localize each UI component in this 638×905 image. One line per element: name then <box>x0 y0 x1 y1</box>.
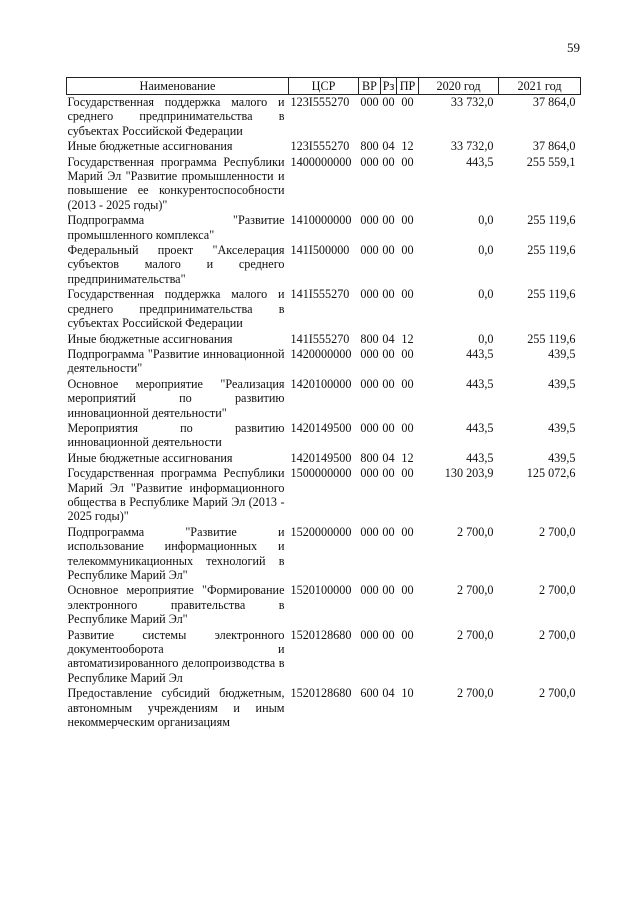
table-row <box>67 466 581 525</box>
cell-pr: 00 <box>401 420 414 435</box>
cell-vr: 000 <box>360 154 379 169</box>
cell-name: Иные бюджетные ассигнования <box>67 139 233 154</box>
cell-2020: 2 700,0 <box>456 627 494 642</box>
cell-pr: 00 <box>401 376 414 391</box>
cell-2021: 439,5 <box>548 346 576 361</box>
table-row <box>67 377 581 421</box>
table-row <box>67 243 581 287</box>
cell-pr: 00 <box>401 95 414 109</box>
cell-name: Развитие системы электронного документооборота и автоматизированного делопроизводства в Республике Марий Эл <box>67 627 285 685</box>
cell-rz: 00 <box>382 583 395 598</box>
cell-rz: 00 <box>382 524 395 539</box>
cell-2021: 37 864,0 <box>532 139 576 154</box>
cell-2021: 439,5 <box>548 376 576 391</box>
cell-vr: 000 <box>360 627 379 642</box>
cell-2020: 0,0 <box>478 287 494 302</box>
cell-vr: 000 <box>360 583 379 598</box>
cell-name: Государственная поддержка малого и среднего предпринимательства в субъектах Российской Федерации <box>67 287 285 331</box>
cell-2020: 0,0 <box>478 243 494 258</box>
cell-2021: 255 119,6 <box>527 287 576 302</box>
table-row <box>67 628 581 687</box>
header-csr: ЦСР <box>289 78 359 95</box>
cell-rz: 04 <box>382 686 395 701</box>
cell-rz: 00 <box>382 420 395 435</box>
cell-vr: 000 <box>360 466 379 481</box>
cell-csr: 141I500000 <box>290 243 350 258</box>
cell-vr: 000 <box>360 213 379 228</box>
cell-csr: 1400000000 <box>290 154 352 169</box>
header-2020: 2020 год <box>419 78 499 95</box>
cell-2021: 2 700,0 <box>538 524 576 539</box>
cell-pr: 00 <box>401 154 414 169</box>
cell-rz: 00 <box>382 95 395 109</box>
cell-csr: 1500000000 <box>290 466 352 481</box>
cell-name: Предоставление субсидий бюджетным, автономным учреждениям и иным некоммерческим организациям <box>67 686 285 730</box>
budget-table <box>66 77 581 730</box>
header-vr: ВР <box>359 78 381 95</box>
cell-pr: 00 <box>401 213 414 228</box>
cell-rz: 04 <box>382 450 395 465</box>
cell-pr: 00 <box>401 583 414 598</box>
cell-csr: 141I555270 <box>290 287 350 302</box>
table-row <box>67 155 581 214</box>
cell-2021: 2 700,0 <box>538 627 576 642</box>
cell-name: Подпрограмма "Развитие и использование информационных и телекоммуникационных технологий в Республике Марий Эл" <box>67 524 285 582</box>
cell-pr: 12 <box>401 450 414 465</box>
cell-2020: 443,5 <box>466 420 494 435</box>
cell-pr: 12 <box>401 139 414 154</box>
cell-rz: 00 <box>382 376 395 391</box>
cell-2020: 2 700,0 <box>456 583 494 598</box>
header-name: Наименование <box>67 78 289 95</box>
cell-2020: 33 732,0 <box>450 95 494 109</box>
cell-csr: 1410000000 <box>290 213 352 228</box>
cell-vr: 000 <box>360 95 379 109</box>
cell-name: Государственная программа Республики Марий Эл "Развитие промышленности и повышение ее конкурентоспособности (2013 - 2025 годы)" <box>67 154 285 212</box>
cell-2020: 443,5 <box>466 450 494 465</box>
cell-csr: 123I555270 <box>290 95 350 109</box>
cell-vr: 000 <box>360 420 379 435</box>
cell-name: Иные бюджетные ассигнования <box>67 450 233 465</box>
cell-csr: 1520000000 <box>290 524 352 539</box>
cell-rz: 04 <box>382 331 395 346</box>
cell-vr: 000 <box>360 346 379 361</box>
cell-name: Основное мероприятие "Формирование электронного правительства в Республике Марий Эл" <box>67 583 285 627</box>
cell-csr: 1420100000 <box>290 376 352 391</box>
cell-name: Государственная поддержка малого и среднего предпринимательства в субъектах Российской Федерации <box>67 95 285 138</box>
cell-vr: 000 <box>360 376 379 391</box>
cell-csr: 123I555270 <box>290 139 350 154</box>
cell-rz: 00 <box>382 243 395 258</box>
cell-pr: 00 <box>401 524 414 539</box>
cell-csr: 1520100000 <box>290 583 352 598</box>
table-row <box>67 95 581 140</box>
table-row <box>67 347 581 377</box>
cell-2021: 255 119,6 <box>527 331 576 346</box>
cell-2021: 125 072,6 <box>526 466 576 481</box>
cell-rz: 00 <box>382 466 395 481</box>
cell-csr: 1520128680 <box>290 627 352 642</box>
cell-2021: 439,5 <box>548 450 576 465</box>
cell-pr: 10 <box>401 686 414 701</box>
cell-pr: 00 <box>401 243 414 258</box>
header-pr: ПР <box>397 78 419 95</box>
table-row <box>67 287 581 331</box>
cell-csr: 1420149500 <box>290 450 352 465</box>
cell-csr: 1420000000 <box>290 346 352 361</box>
cell-rz: 00 <box>382 627 395 642</box>
cell-vr: 800 <box>360 139 379 154</box>
cell-2020: 2 700,0 <box>456 686 494 701</box>
cell-vr: 800 <box>360 331 379 346</box>
cell-vr: 000 <box>360 287 379 302</box>
table-row <box>67 451 581 466</box>
table-row <box>67 686 581 730</box>
cell-pr: 00 <box>401 466 414 481</box>
table-row <box>67 332 581 347</box>
table-row <box>67 139 581 154</box>
cell-rz: 00 <box>382 154 395 169</box>
cell-name: Мероприятия по развитию инновационной деятельности <box>67 420 285 450</box>
cell-2021: 255 119,6 <box>527 213 576 228</box>
cell-2020: 2 700,0 <box>456 524 494 539</box>
cell-2020: 0,0 <box>478 331 494 346</box>
header-2021: 2021 год <box>499 78 581 95</box>
cell-name: Основное мероприятие "Реализация мероприятий по развитию инновационной деятельности" <box>67 376 285 420</box>
cell-pr: 00 <box>401 346 414 361</box>
cell-2020: 130 203,9 <box>444 466 494 481</box>
cell-2020: 0,0 <box>478 213 494 228</box>
cell-name: Подпрограмма "Развитие промышленного комплекса" <box>67 213 285 242</box>
cell-csr: 141I555270 <box>290 331 350 346</box>
table-body <box>67 95 581 731</box>
cell-vr: 000 <box>360 243 379 258</box>
cell-name: Подпрограмма "Развитие инновационной деятельности" <box>67 346 285 376</box>
table-header <box>67 78 581 95</box>
header-rz: Рз <box>381 78 397 95</box>
cell-vr: 600 <box>360 686 379 701</box>
cell-2021: 37 864,0 <box>532 95 576 109</box>
table-row <box>67 421 581 451</box>
cell-vr: 800 <box>360 450 379 465</box>
cell-name: Иные бюджетные ассигнования <box>67 331 233 346</box>
cell-rz: 00 <box>382 213 395 228</box>
cell-rz: 00 <box>382 287 395 302</box>
cell-pr: 12 <box>401 331 414 346</box>
cell-2021: 255 119,6 <box>527 243 576 258</box>
cell-pr: 00 <box>401 287 414 302</box>
cell-rz: 04 <box>382 139 395 154</box>
cell-pr: 00 <box>401 627 414 642</box>
table-row <box>67 583 581 627</box>
table-row <box>67 213 581 243</box>
cell-2020: 443,5 <box>466 376 494 391</box>
cell-vr: 000 <box>360 524 379 539</box>
cell-2021: 439,5 <box>548 420 576 435</box>
cell-2021: 2 700,0 <box>538 686 576 701</box>
cell-2021: 2 700,0 <box>538 583 576 598</box>
cell-csr: 1520128680 <box>290 686 352 701</box>
cell-name: Федеральный проект "Акселерация субъектов малого и среднего предпринимательства" <box>67 243 285 286</box>
cell-2021: 255 559,1 <box>526 154 576 169</box>
cell-2020: 443,5 <box>466 346 494 361</box>
cell-name: Государственная программа Республики Марий Эл "Развитие информационного общества в Республике Марий Эл (2013 - 2025 годы)" <box>67 466 285 524</box>
cell-2020: 443,5 <box>466 154 494 169</box>
cell-2020: 33 732,0 <box>450 139 494 154</box>
cell-rz: 00 <box>382 346 395 361</box>
page-number: 59 <box>567 40 580 55</box>
cell-csr: 1420149500 <box>290 420 352 435</box>
table-row <box>67 525 581 584</box>
